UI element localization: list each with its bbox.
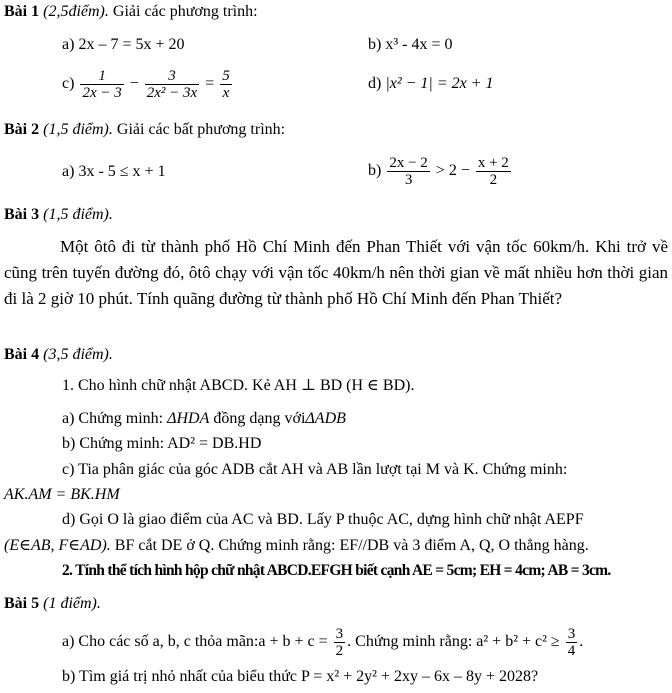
bai4-d-condition: (E∈AB, F∈AD). [4, 537, 111, 554]
bai5-a-fraction-2 [566, 626, 578, 659]
bai2-item-b [368, 153, 513, 189]
fraction-denominator: 2 [489, 171, 498, 188]
bai3-points: (1,5 điểm). [43, 206, 113, 223]
bai4-item-d: d) Gọi O là giao điểm của AC và BD. Lấy P thuộc AC, dựng hình chữ nhật AEPF [62, 511, 584, 528]
fraction-numerator: 3 [567, 625, 576, 642]
bai4-part2: 2. Tính thể tích hình hộp chữ nhật ABCD.EFGH biết cạnh AE = 5cm; EH = 4cm; AB = 3cm. [62, 562, 611, 579]
bai2-a-expr: 3x - 5 ≤ x + 1 [78, 163, 166, 180]
bai5-a-end: . [579, 633, 584, 650]
fraction-numerator: 1 [80, 68, 123, 85]
fraction-denominator: 4 [567, 642, 576, 659]
bai2-instruction: Giải các bất phương trình: [116, 121, 286, 138]
bai4-d-continuation [4, 536, 589, 556]
bai3-paragraph [4, 234, 668, 312]
bai4-a-pre: a) Chứng minh: [62, 410, 164, 427]
bai1-item-d [368, 74, 494, 94]
bai1-item-b [368, 35, 452, 55]
bai2-points: (1,5 điểm). [43, 121, 113, 138]
bai1-c-fraction-2 [145, 68, 199, 101]
fraction-denominator: x [222, 84, 230, 101]
bai5-item-a [62, 624, 583, 660]
bai5-a-mid: . Chứng minh rằng: a² + b² + c² ≥ [347, 633, 560, 650]
fraction-denominator: 2 [335, 642, 344, 659]
bai2-item-a [62, 162, 166, 182]
bai1-instruction: Giải các phương trình: [112, 3, 258, 20]
bai2-a-label: a) [62, 163, 75, 180]
bai1-c-fraction-1 [80, 68, 123, 101]
bai1-b-expr: x³ - 4x = 0 [385, 36, 453, 53]
bai1-points: (2,5điểm). [43, 3, 109, 20]
bai1-b-label: b) [368, 36, 382, 53]
fraction-denominator: 3 [404, 171, 413, 188]
bai1-heading [4, 2, 258, 22]
fraction-denominator: 2x² − 3x [146, 84, 198, 101]
bai3-title: Bài 3 [4, 206, 40, 223]
bai2-b-label: b) [368, 162, 382, 179]
bai4-a-triangle-1: ΔHDA [167, 410, 210, 427]
bai5-heading [4, 594, 101, 614]
bai1-a-label: a) [62, 36, 75, 53]
bai1-c-minus: − [129, 75, 139, 92]
bai1-title: Bài 1 [4, 3, 40, 20]
bai1-a-expr: 2x – 7 = 5x + 20 [78, 36, 185, 53]
bai4-d-rest: BF cắt DE ở Q. Chứng minh rằng: EF//DB và 3 điểm A, Q, O thẳng hàng. [114, 537, 589, 554]
bai4-item-c: c) Tia phân giác của góc ADB cắt AH và AB lần lượt tại M và K. Chứng minh: [62, 461, 568, 478]
bai5-a-pre: a) Cho các số a, b, c thỏa mãn:a + b + c = [62, 633, 328, 650]
bai1-c-label: c) [62, 75, 75, 92]
bai4-a-mid: đồng dạng với [213, 410, 306, 427]
bai4-item-a [62, 409, 346, 429]
bai4-title: Bài 4 [4, 346, 40, 363]
bai4-c-expr: AK.AM = BK.HM [4, 486, 120, 503]
bai4-part1: 1. Cho hình chữ nhật ABCD. Kẻ AH ⊥ BD (H ∈ BD). [62, 377, 415, 394]
bai5-points: (1 điểm). [43, 595, 101, 612]
bai5-title: Bài 5 [4, 595, 40, 612]
bai1-item-c [62, 66, 234, 102]
fraction-denominator: 2x − 3 [82, 84, 122, 101]
fraction-numerator: 3 [335, 625, 344, 642]
fraction-numerator: 2x − 2 [389, 154, 428, 171]
bai2-b-fraction-2 [476, 155, 511, 188]
bai4-a-triangle-2: ΔADB [305, 410, 346, 427]
bai2-heading [4, 120, 285, 140]
fraction-numerator: 5 [222, 67, 230, 84]
bai2-b-middle: > 2 − [435, 162, 470, 179]
bai4-item-b: b) Chứng minh: AD² = DB.HD [62, 435, 262, 452]
bai4-points: (3,5 điểm). [43, 346, 113, 363]
bai1-item-a [62, 35, 184, 55]
bai5-a-fraction-1 [334, 626, 346, 659]
bai2-title: Bài 2 [4, 121, 40, 138]
bai1-d-expr: |x² − 1| = 2x + 1 [385, 75, 494, 92]
bai4-heading [4, 345, 113, 365]
bai5-item-b: b) Tìm giá trị nhỏ nhất của biểu thức P = x² + 2y² + 2xy – 6x – 8y + 2028? [62, 668, 539, 685]
fraction-numerator: x + 2 [477, 154, 509, 171]
bai1-c-equals: = [205, 75, 215, 92]
bai1-d-label: d) [368, 75, 382, 92]
bai3-text: Một ôtô đi từ thành phố Hồ Chí Minh đến Phan Thiết với vận tốc 60km/h. Khi trở về cũng trên tuyến đường đó, ôtô chạy với vận tốc 40km/h nên thời gian về mất nhiều hơn thời gian đi là 2 giờ 10 phút. Tính quãng đường từ thành phố Hồ Chí Minh đến Phan Thiết? [4, 237, 668, 308]
fraction-numerator: 3 [145, 68, 199, 85]
bai3-heading [4, 205, 113, 225]
bai2-b-fraction-1 [387, 155, 429, 188]
bai1-c-fraction-3 [220, 68, 232, 101]
